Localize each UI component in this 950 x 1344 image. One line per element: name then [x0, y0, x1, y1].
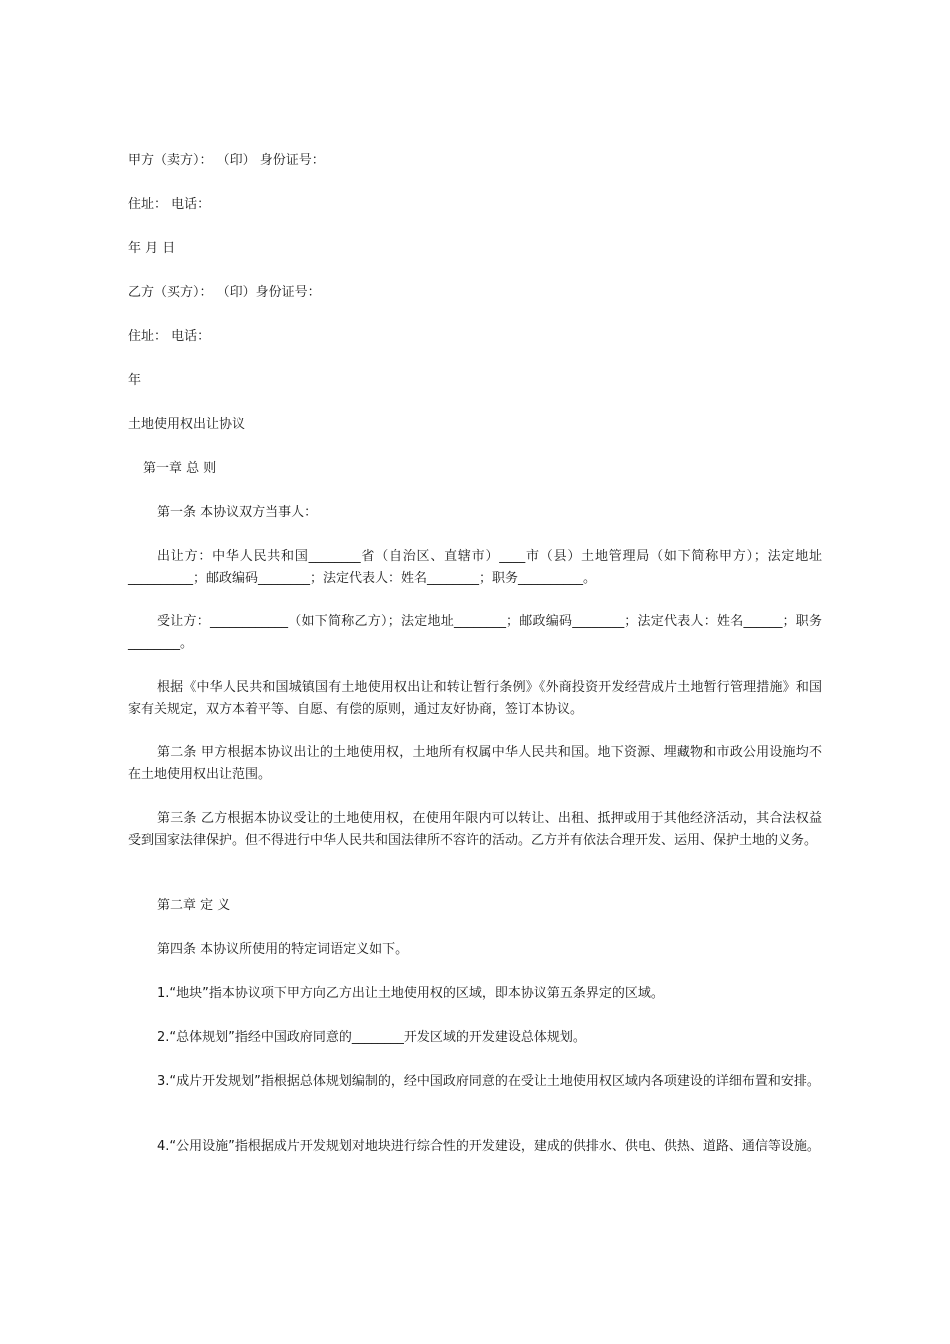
- party-a-date: 年 月 日: [128, 241, 176, 256]
- party-b-info: 乙方（买方）： （印）身份证号：: [128, 285, 321, 300]
- grantee-paragraph: 受让方：____________（如下简称乙方）；法定地址________；邮政编码________；法定代表人：姓名______；职务________。: [128, 614, 822, 651]
- definition-2: 2.“总体规划”指经中国政府同意的________开发区域的开发建设总体规划。: [157, 1030, 586, 1045]
- party-b-date: 年: [128, 373, 142, 388]
- party-a-address: 住址： 电话：: [128, 197, 211, 212]
- chapter-2-heading: 第二章 定 义: [157, 898, 231, 913]
- definition-1: 1.“地块”指本协议项下甲方向乙方出让土地使用权的区域，即本协议第五条界定的区域。: [157, 986, 664, 1001]
- chapter-1-heading: 第一章 总 则: [143, 461, 217, 476]
- grantor-paragraph: 出让方：中华人民共和国________省（自治区、直辖市）____市（县）土地管理局（如下简称甲方）；法定地址__________；邮政编码________；法定代表人：姓名________；职务__________。: [128, 549, 822, 586]
- article-3: 第三条 乙方根据本协议受让的土地使用权，在使用年限内可以转让、出租、抵押或用于其他经济活动，其合法权益受到国家法律保护。但不得进行中华人民共和国法律所不容许的活动。乙方并有依法合理开发、运用、保护土地的义务。: [128, 811, 822, 848]
- article-4: 第四条 本协议所使用的特定词语定义如下。: [157, 942, 409, 957]
- party-b-address: 住址： 电话：: [128, 329, 211, 344]
- article-1: 第一条 本协议双方当事人：: [157, 505, 318, 520]
- party-a-info: 甲方（卖方）： （印） 身份证号：: [128, 153, 325, 168]
- definition-4: 4.“公用设施”指根据成片开发规划对地块进行综合性的开发建设，建成的供排水、供电、供热、道路、通信等设施。: [157, 1139, 820, 1154]
- document-title: 土地使用权出让协议: [128, 417, 246, 432]
- basis-paragraph: 根据《中华人民共和国城镇国有土地使用权出让和转让暂行条例》《外商投资开发经营成片土地暂行管理措施》和国家有关规定，双方本着平等、自愿、有偿的原则，通过友好协商，签订本协议。: [128, 680, 822, 717]
- definition-3: 3.“成片开发规划”指根据总体规划编制的，经中国政府同意的在受让土地使用权区域内各项建设的详细布置和安排。: [157, 1074, 820, 1089]
- article-2: 第二条 甲方根据本协议出让的土地使用权，土地所有权属中华人民共和国。地下资源、埋藏物和市政公用设施均不在土地使用权出让范围。: [128, 745, 822, 782]
